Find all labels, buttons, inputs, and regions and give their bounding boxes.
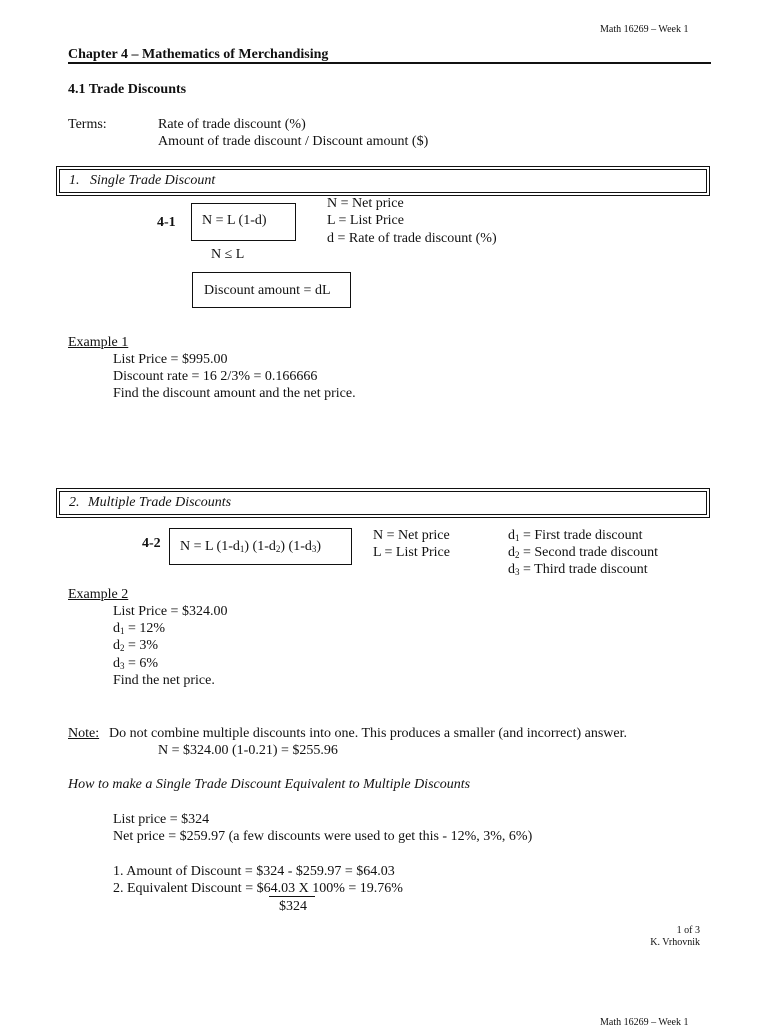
example-1-line-3: Find the discount amount and the net price. bbox=[113, 386, 356, 401]
course-header: Math 16269 – Week 1 bbox=[600, 24, 689, 35]
equivalent-list-price: List price = $324 bbox=[113, 812, 210, 827]
fraction-denominator: $324 bbox=[279, 899, 307, 914]
terms-label: Terms: bbox=[68, 117, 107, 132]
formula-4-1-box bbox=[191, 203, 296, 241]
def-net-price: N = Net price bbox=[327, 196, 404, 211]
example-1-line-2: Discount rate = 16 2/3% = 0.166666 bbox=[113, 369, 318, 384]
def-discount-rate: d = Rate of trade discount (%) bbox=[327, 231, 497, 246]
equivalent-step-1: 1. Amount of Discount = $324 - $259.97 = $64.03 bbox=[113, 864, 395, 879]
example-2-line-5: Find the net price. bbox=[113, 673, 215, 688]
inequality: N ≤ L bbox=[211, 247, 245, 262]
formula-4-1-label: 4-1 bbox=[157, 215, 176, 230]
def2-net-price: N = Net price bbox=[373, 528, 450, 543]
formula-4-1: N = L (1-d) bbox=[202, 213, 267, 228]
def-d3: $d_3$ = Third trade discount bbox=[508, 562, 648, 577]
multiple-discount-heading bbox=[59, 491, 707, 515]
next-page-header: Math 16269 – Week 1 bbox=[600, 1017, 689, 1028]
def2-list-price: L = List Price bbox=[373, 545, 450, 560]
def-d2: $d_2$ = Second trade discount bbox=[508, 545, 659, 560]
example-2-d3: $d_3 = 6\%$ bbox=[113, 656, 159, 671]
discount-amount-formula: Discount amount = dL bbox=[204, 283, 331, 298]
example-2-d1: $d_1 = 12\%$ bbox=[113, 621, 166, 636]
terms-line-1: Rate of trade discount (%) bbox=[158, 117, 306, 132]
def-list-price: L = List Price bbox=[327, 213, 404, 228]
single-heading-text: Single Trade Discount bbox=[90, 173, 216, 188]
single-discount-heading bbox=[59, 169, 707, 193]
header-rule bbox=[68, 62, 711, 64]
note-calc: N = $324.00 (1-0.21) = $255.96 bbox=[158, 743, 338, 758]
multiple-heading-number: 2. bbox=[69, 495, 80, 510]
example-2-title: Example 2 bbox=[68, 587, 129, 602]
discount-amount-box bbox=[192, 272, 351, 308]
example-1-title: Example 1 bbox=[68, 335, 129, 350]
example-2-line-1: List Price = $324.00 bbox=[113, 604, 228, 619]
section-title: 4.1 Trade Discounts bbox=[68, 82, 187, 97]
formula-4-2: N = L $(1-d_1)$ $(1-d_2)$ $(1-d_3)$ bbox=[180, 539, 322, 554]
chapter-title: Chapter 4 – Mathematics of Merchandising bbox=[68, 47, 329, 62]
author: K. Vrhovnik bbox=[650, 937, 700, 948]
example-1-line-1: List Price = $995.00 bbox=[113, 352, 228, 367]
note-text: Do not combine multiple discounts into one. This produces a smaller (and incorrect) answer. bbox=[109, 726, 628, 741]
formula-4-2-box bbox=[169, 528, 352, 565]
terms-line-2: Amount of trade discount / Discount amount ($) bbox=[158, 134, 429, 149]
note-label: Note: bbox=[68, 726, 100, 741]
equivalent-heading: How to make a Single Trade Discount Equivalent to Multiple Discounts bbox=[68, 777, 471, 792]
equivalent-step-2: 2. Equivalent Discount = $64.03 X 100% = 19.76% bbox=[113, 881, 403, 896]
fraction-bar bbox=[269, 896, 315, 897]
def-d1: $d_1$ = First trade discount bbox=[508, 528, 643, 543]
single-heading-number: 1. bbox=[69, 173, 80, 188]
example-2-d2: $d_2 = 3\%$ bbox=[113, 638, 159, 653]
fraction-numerator: $64.03 bbox=[256, 881, 296, 896]
equivalent-net-price: Net price = $259.97 (a few discounts were used to get this - 12%, 3%, 6%) bbox=[113, 829, 533, 844]
formula-4-2-label: 4-2 bbox=[142, 536, 161, 551]
page-number: 1 of 3 bbox=[676, 925, 700, 936]
multiple-heading-text: Multiple Trade Discounts bbox=[88, 495, 232, 510]
